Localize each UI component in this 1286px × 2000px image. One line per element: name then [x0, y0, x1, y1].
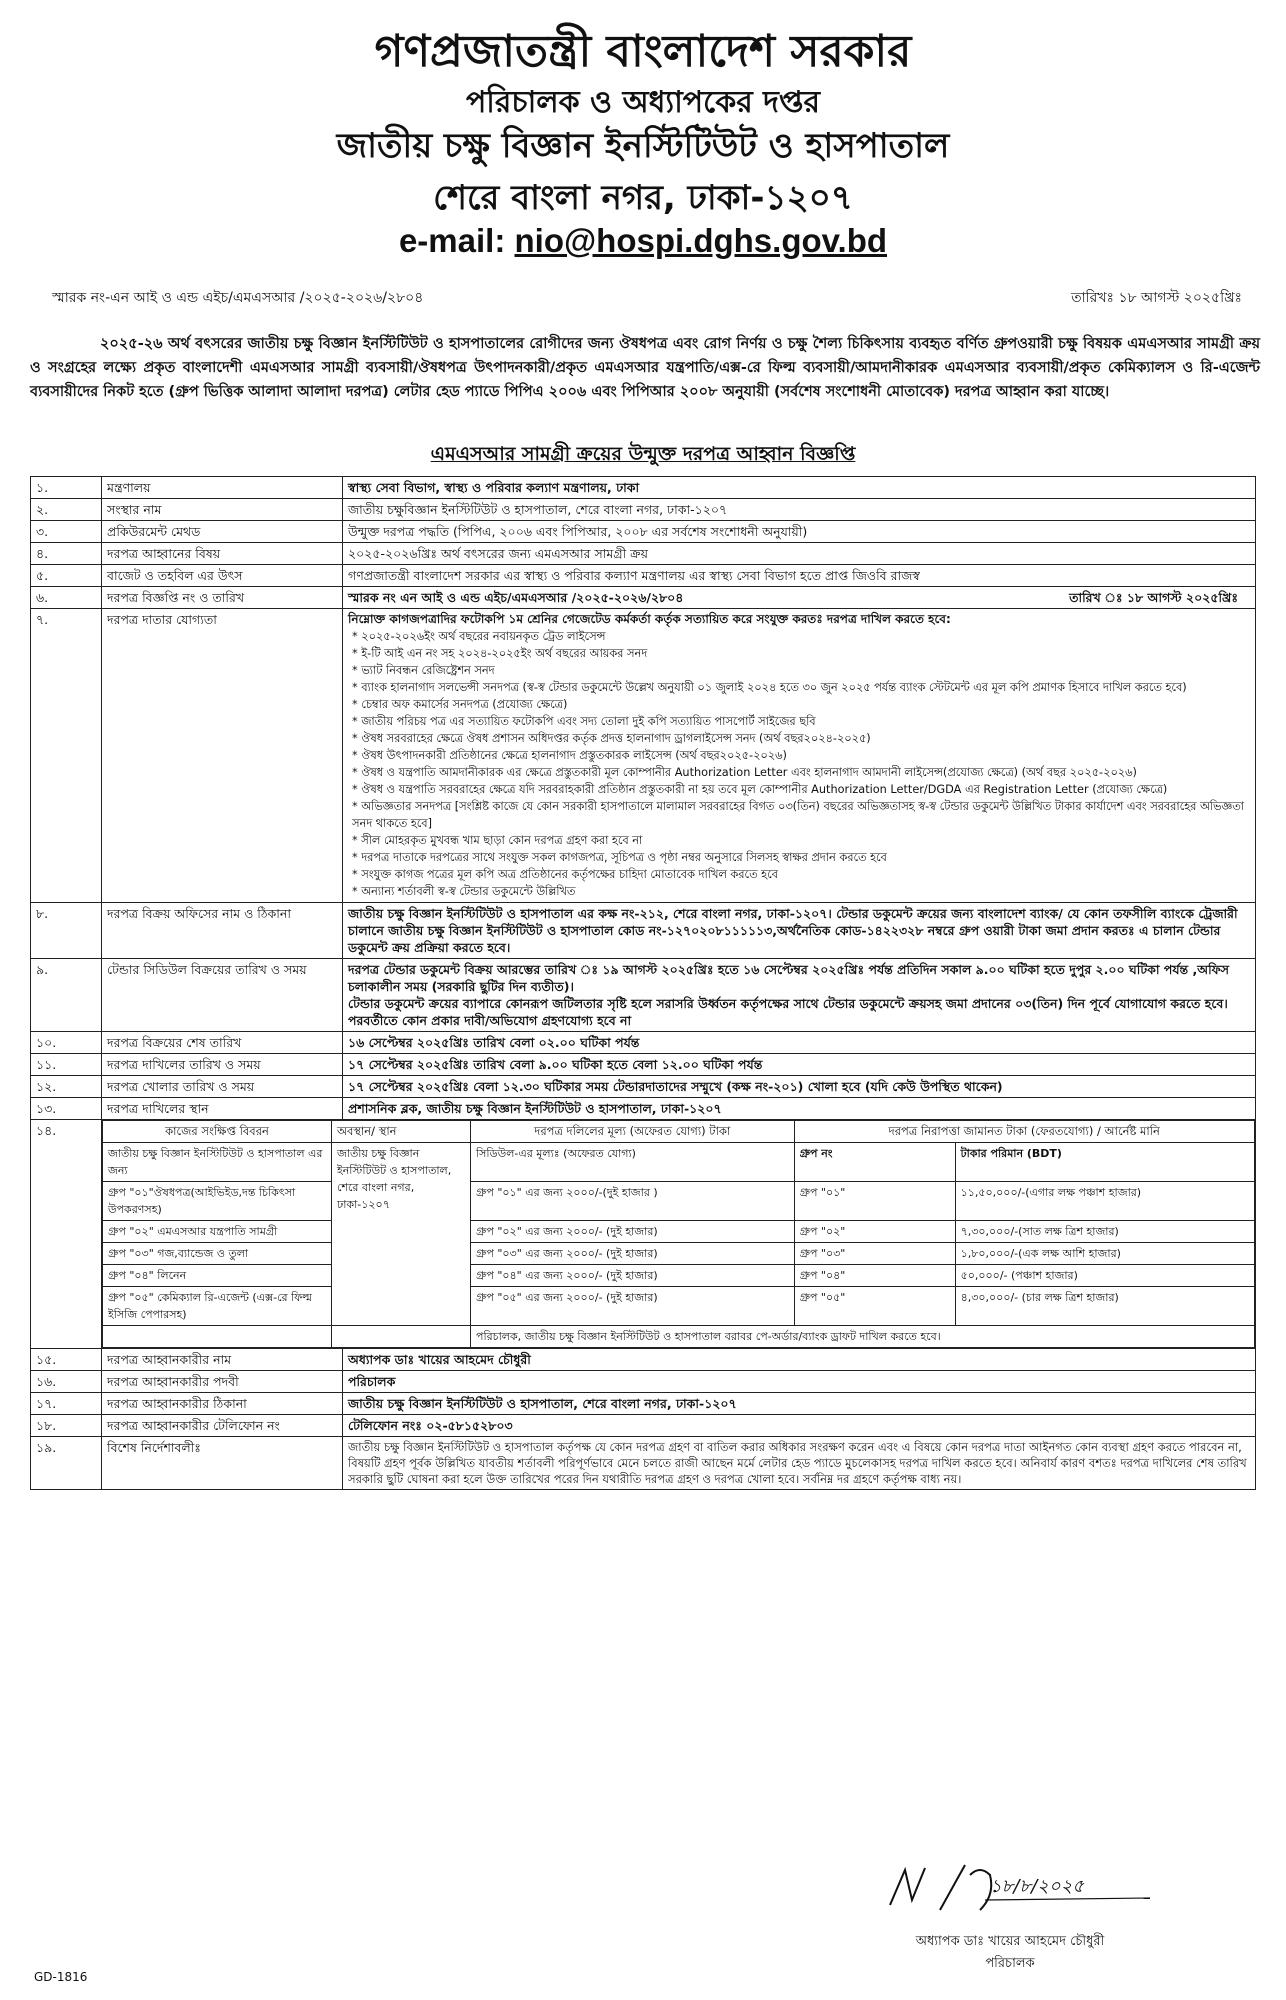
- row-label: দরপত্র বিক্রয়ের শেষ তারিখ: [102, 1032, 343, 1054]
- row-label: সংস্থার নাম: [102, 499, 343, 521]
- row-number: ৮.: [31, 903, 102, 959]
- work-header-row: [103, 1121, 1255, 1143]
- row-value: ১৭ সেপ্টেম্বর ২০২৫খ্রিঃ তারিখ বেলা ৯.০০ ঘটিকা হতে বেলা ১২.০০ ঘটিকা পর্যন্ত: [343, 1054, 1256, 1076]
- group-amount: ৭,৩০,০০০/-(সাত লক্ষ ত্রিশ হাজার): [955, 1221, 1254, 1243]
- security-header: দরপত্র নিরাপত্তা জামানত টাকা (ফেরতযোগ্য) / আর্নেষ্ট মানি: [794, 1121, 1254, 1143]
- office-title: পরিচালক ও অধ্যাপকের দপ্তর: [465, 85, 821, 120]
- work-desc-intro: জাতীয় চক্ষু বিজ্ঞান ইনস্টিটিউট ও হাসপাতাল এর জন্য: [103, 1143, 332, 1182]
- row-number: ১.: [31, 477, 102, 499]
- group-desc: গ্রুপ "০২" এমএসআর যন্ত্রপাতি সামগ্রী: [103, 1221, 332, 1243]
- group-amount: ১,৮০,০০০/-(এক লক্ষ আশি হাজার): [955, 1243, 1254, 1265]
- list-item: * ঔষধ ও যন্ত্রপাতি সরবরাহের ক্ষেত্রে যদি সরবরাহকারী প্রতিষ্ঠান প্রস্তুতকারী না হয় তবে মূল কোম্পানীর Authorization Letter/DGDA এর Registration Letter (প্রযোজ্য ক্ষেত্রে): [352, 783, 1168, 796]
- work-summary-cell: [102, 1120, 1256, 1349]
- row-label: দরপত্র বিজ্ঞপ্তি নং ও তারিখ: [102, 587, 343, 609]
- row-label: টেন্ডার সিডিউল বিক্রয়ের তারিখ ও সময়: [102, 959, 343, 1032]
- table-row: [31, 609, 1256, 903]
- row-number: ৯.: [31, 959, 102, 1032]
- row-number: ১৭.: [31, 1393, 102, 1415]
- group-number: গ্রুপ "০৩": [794, 1243, 955, 1265]
- list-item: * সীল মোহরকৃত মুখবন্ধ খাম ছাড়া কোন দরপত্র গ্রহণ করা হবে না: [352, 834, 643, 847]
- signatory-designation: পরিচালক: [985, 1956, 1035, 1971]
- institute-title: জাতীয় চক্ষু বিজ্ঞান ইনস্টিটিউট ও হাসপাতাল: [336, 126, 950, 166]
- table-row: [103, 1221, 1255, 1243]
- group-desc: গ্রুপ "০৪" লিনেন: [103, 1265, 332, 1287]
- row-value: জাতীয় চক্ষু বিজ্ঞান ইনস্টিটিউট ও হাসপাতাল, শেরে বাংলা নগর, ঢাকা-১২০৭: [343, 1393, 1256, 1415]
- row-number: ১৩.: [31, 1098, 102, 1120]
- table-row: [103, 1182, 1255, 1221]
- document-code: GD-1816: [34, 1970, 88, 1984]
- list-item: * সংযুক্ত কাগজ পত্রের মূল কপি অত্র প্রতিষ্ঠানের কর্তৃপক্ষের চাহিদা মোতাবেক দাখিল করতে হবে: [352, 868, 778, 881]
- table-row: [31, 1349, 1256, 1371]
- table-row: [31, 903, 1256, 959]
- table-row: [31, 477, 1256, 499]
- row-value: জাতীয় চক্ষুবিজ্ঞান ইনস্টিটিউট ও হাসপাতাল, শেরে বাংলা নগর, ঢাকা-১২০৭: [343, 499, 1256, 521]
- list-item: * ব্যাংক হালনাগাদ সলভেন্সী সনদপত্র (স্ব-স্ব টেন্ডার ডকুমেন্টে উল্লেখ অনুযায়ী ০১ জুলাই ২০২৪ হতে ৩০ জুন ২০২৫ পর্যন্ত ব্যাংক স্টেটমেন্ট এর মূল কপি প্রমাণক হিসাবে দাখিল করতে হবে): [352, 681, 1187, 694]
- table-row: [31, 1415, 1256, 1437]
- list-item: * ই-টি আই এন নং সহ ২০২৪-২০২৫ইং অর্থ বছরের আয়কর সনদ: [352, 647, 648, 660]
- row-number: ৩.: [31, 521, 102, 543]
- list-item: * চেম্বার অফ কমার্সের সনদপত্র (প্রযোজ্য ক্ষেত্রে): [352, 698, 568, 711]
- group-number: গ্রুপ "০৪": [794, 1265, 955, 1287]
- sale-note: টেন্ডার ডকুমেন্ট ক্রয়ের ব্যাপারে কোনরূপ জটিলতার সৃষ্টি হলে সরাসরি উর্ধ্বতন কর্তৃপক্ষের সাথে টেন্ডার ডকুমেন্টে ক্রয়সহ জমা প্রদানের ০৩(তিন) দিন পূর্বে যোগাযোগ করতে হবে। পরবর্তীতে কোন প্রকার দাবী/অভিযোগ গ্রহণযোগ্য হবে না: [348, 996, 1228, 1028]
- table-row: [31, 1032, 1256, 1054]
- row-label: মন্ত্রণালয়: [102, 477, 343, 499]
- notice-title: এমএসআর সামগ্রী ক্রয়ের উন্মুক্ত দরপত্র আহ্বান বিজ্ঞপ্তি: [430, 443, 856, 465]
- group-subheader: গ্রুপ নং: [794, 1143, 955, 1182]
- eligibility-intro: নিম্নোক্ত কাগজপত্রাদির ফটোকপি ১ম শ্রেনির গেজেটেড কর্মকর্তা কর্তৃক সত্যায়িত করে সংযুক্ত করতঃ দরপত্র দাখিল করতে হবে:: [348, 612, 951, 626]
- group-desc: গ্রুপ "০৫" কেমিক্যাল রি-এজেন্ট (এক্স-রে ফিল্ম ইসিজি পেপারসহ): [103, 1287, 332, 1326]
- table-row: [31, 1393, 1256, 1415]
- signature-scribble: [870, 1860, 1200, 1920]
- email-label: e-mail:: [398, 222, 506, 259]
- table-row: [31, 1437, 1256, 1490]
- row-number: ৪.: [31, 543, 102, 565]
- group-amount: ১১,৫০,০০০/-(এগার লক্ষ পঞ্চাশ হাজার): [955, 1182, 1254, 1221]
- row-number: ১৪.: [31, 1120, 102, 1349]
- row-value: উন্মুক্ত দরপত্র পদ্ধতি (পিপিএ, ২০০৬ এবং পিপিআর, ২০০৮ এর সর্বশেষ সংশোধনী অনুযায়ী): [343, 521, 1256, 543]
- row-label: বাজেট ও তহবিল এর উৎস: [102, 565, 343, 587]
- row-label: দরপত্র আহ্বানকারীর নাম: [102, 1349, 343, 1371]
- row-value: ১৭ সেপ্টেম্বর ২০২৫খ্রিঃ বেলা ১২.৩০ ঘটিকার সময় টেন্ডারদাতাদের সম্মুখে (কক্ষ নং-২০১) খোলা হবে (যদি কেউ উপস্থিত থাকেন): [343, 1076, 1256, 1098]
- row-value: অধ্যাপক ডাঃ খায়ের আহমেদ চৌধুরী: [343, 1349, 1256, 1371]
- location-header: অবস্থান/ স্থান: [332, 1121, 471, 1143]
- row-label: বিশেষ নির্দেশাবলীঃ: [102, 1437, 343, 1490]
- group-amount: ৪,৩০,০০০/- (চার লক্ষ ত্রিশ হাজার): [955, 1287, 1254, 1326]
- list-item: * ভ্যাট নিবন্ধন রেজিষ্ট্রেশন সনদ: [352, 664, 495, 677]
- group-price: গ্রুপ "০২" এর জন্য ২০০০/- (দুই হাজার): [471, 1221, 795, 1243]
- row-label: দরপত্র আহ্বানের বিষয়: [102, 543, 343, 565]
- table-row: [103, 1265, 1255, 1287]
- list-item: * ঔষধ সরবরাহের ক্ষেত্রে ঔষধ প্রশাসন অধিদপ্তর কর্তৃক প্রদত্ত হালনাগাদ ড্রাগলাইসেন্স সনদ (অর্থ বছর২০২৪-২০২৫): [352, 732, 871, 745]
- row-value: টেলিফোন নংঃ ০২-৫৮১৫২৮০৩: [343, 1415, 1256, 1437]
- list-item: * জাতীয় পরিচয় পত্র এর সত্যায়িত ফটোকপি এবং সদ্য তোলা দুই কপি সত্যায়িত পাসপোর্ট সাইজের ছবি: [352, 715, 816, 728]
- address-title: শেরে বাংলা নগর, ঢাকা-১২০৭: [433, 178, 853, 218]
- signature-date: ১৮/৮/২০২৫: [990, 1876, 1084, 1897]
- table-row: [31, 543, 1256, 565]
- table-row: [31, 1054, 1256, 1076]
- row-number: ১৬.: [31, 1371, 102, 1393]
- row-value: গণপ্রজাতন্ত্রী বাংলাদেশ সরকার এর স্বাস্থ্য ও পরিবার কল্যাণ মন্ত্রণালয় এর স্বাস্থ্য সেবা বিভাগ হতে প্রাপ্ত জিওবি রাজস্ব: [343, 565, 1256, 587]
- row-label: দরপত্র দাখিলের স্থান: [102, 1098, 343, 1120]
- row-value: [343, 587, 1256, 609]
- table-row: [31, 565, 1256, 587]
- row-number: ৭.: [31, 609, 102, 903]
- group-amount: ৫০,০০০/- (পঞ্চাশ হাজার): [955, 1265, 1254, 1287]
- payment-note: পরিচালক, জাতীয় চক্ষু বিজ্ঞান ইনস্টিটিউট ও হাসপাতাল বরাবর পে-অর্ডার/ব্যাংক ড্রাফট দাখিল করতে হবে।: [471, 1326, 1255, 1348]
- email-link[interactable]: nio@hospi.dghs.gov.bd: [514, 222, 888, 259]
- table-row: [31, 521, 1256, 543]
- row-value: [343, 959, 1256, 1032]
- group-number: গ্রুপ "০১": [794, 1182, 955, 1221]
- list-item: * অভিজ্ঞতার সনদপত্র [সংশ্লিষ্ট কাজে যে কোন সরকারী হাসপাতালে মালামাল সরবরাহের বিগত ০৩(তিন) বছরের অভিজ্ঞতাসহ স্ব-স্ব টেন্ডার ডকুমেন্ট উল্লিখিত টাকার কার্যাদেশ এবং সরবরাহের অভিজ্ঞতা সনদ থাকতে হবে]: [352, 800, 1244, 830]
- amount-subheader: টাকার পরিমান (BDT): [955, 1143, 1254, 1182]
- table-row: [31, 1371, 1256, 1393]
- list-item: * অন্যান্য শর্তাবলী স্ব-স্ব টেন্ডার ডকুমেন্টে উল্লিখিত: [352, 885, 576, 898]
- row-number: ১৫.: [31, 1349, 102, 1371]
- row-value: ২০২৫-২০২৬খ্রিঃ অর্থ বৎসরের জন্য এমএসআর সামগ্রী ক্রয়: [343, 543, 1256, 565]
- row-value: প্রশাসনিক ব্লক, জাতীয় চক্ষু বিজ্ঞান ইনস্টিটিউট ও হাসপাতাল, ঢাকা-১২০৭: [343, 1098, 1256, 1120]
- memo-ref: স্মারক নং-এন আই ও এন্ড এইচ/এমএসআর /২০২৫-২০২৬/২৮০৪: [52, 290, 424, 306]
- group-price: গ্রুপ "০১" এর জন্য ২০০০/-(দুই হাজার ): [471, 1182, 795, 1221]
- row-number: ২.: [31, 499, 102, 521]
- row-number: ১০.: [31, 1032, 102, 1054]
- signature: [870, 1860, 1200, 1920]
- row-number: ১৯.: [31, 1437, 102, 1490]
- row-value: পরিচালক: [343, 1371, 1256, 1393]
- group-number: গ্রুপ "০৫": [794, 1287, 955, 1326]
- row-label: দরপত্র আহ্বানকারীর ঠিকানা: [102, 1393, 343, 1415]
- table-row: [31, 1076, 1256, 1098]
- table-row: [31, 499, 1256, 521]
- sale-period: দরপত্র টেন্ডার ডকুমেন্ট বিক্রয় আরম্ভের তারিখ ঃ ১৯ আগস্ট ২০২৫খ্রিঃ হতে ১৬ সেপ্টেম্বর ২০২৫খ্রিঃ পর্যন্ত প্রতিদিন সকাল ৯.০০ ঘটিকা হতে দুপুর ২.০০ ঘটিকা পর্যন্ত ,অফিস চলাকালীন সময় (সরকারি ছুটির দিন ব্যতীত)।: [348, 962, 1230, 994]
- list-item: * ২০২৫-২০২৬ইং অর্থ বছরের নবায়নকৃত ট্রেড লাইসেন্স: [352, 630, 606, 643]
- group-desc: গ্রুপ "০৩" গজ,ব্যান্ডেজ ও তুলা: [103, 1243, 332, 1265]
- work-note-spacer: [332, 1326, 471, 1348]
- table-row: [31, 1120, 1256, 1349]
- memo-line: [52, 286, 1242, 310]
- notice-ref: স্মারক নং এন আই ও এন্ড এইচ/এমএসআর /২০২৫-২০২৬/২৮০৪: [348, 590, 684, 605]
- group-price: গ্রুপ "০৩" এর জন্য ২০০০/- (দুই হাজার): [471, 1243, 795, 1265]
- row-value: জাতীয় চক্ষু বিজ্ঞান ইনস্টিটিউট ও হাসপাতাল কর্তৃপক্ষ যে কোন দরপত্র গ্রহণ বা বাতিল করার অধিকার সংরক্ষণ করেন এবং এ বিষয়ে কোন দরপত্র দাতা আইনগত কোন ব্যবস্থা গ্রহণ করতে পারবেন না, বিষয়টি গ্রহণ পূর্বক উল্লিখিত যাবতীয় শর্তাবলী পরিপূর্ণভাবে মেনে চলতে রাজী আছেন মর্মে লেটার হেড প্যাডে মুচলেকাসহ দরপত্র দাখিল করতে হবে। অনিবার্য কারণ বশতঃ দরপত্র দাখিলের শেষ তারিখ সরকারি ছুটি ঘোষনা করা হলে উক্ত তারিখের পরের দিন যথারীতি দরপত্র গ্রহণ ও দরপত্র খোলা হবে। সর্বনিম্ন দর গ্রহণে কর্তৃপক্ষ বাধ্য নয়।: [343, 1437, 1256, 1490]
- row-number: ৬.: [31, 587, 102, 609]
- row-number: ১৮.: [31, 1415, 102, 1437]
- list-item: * দরপত্র দাতাকে দরপত্রের সাথে সংযুক্ত সকল কাগজপত্র, সূচিপত্র ও পৃষ্ঠা নম্বর অনুসারে সিলসহ স্বাক্ষর প্রদান করতে হবে: [352, 851, 887, 864]
- row-label: দরপত্র আহ্বানকারীর টেলিফোন নং: [102, 1415, 343, 1437]
- work-note-row: [103, 1326, 1255, 1348]
- row-label: দরপত্র বিক্রয় অফিসের নাম ও ঠিকানা: [102, 903, 343, 959]
- row-label: দরপত্র আহ্বানকারীর পদবী: [102, 1371, 343, 1393]
- table-row: [31, 587, 1256, 609]
- price-subheader: সিডিউল-এর মূল্যঃ (অফেরত যোগ্য): [471, 1143, 795, 1182]
- row-label: দরপত্র খোলার তারিখ ও সময়: [102, 1076, 343, 1098]
- row-label: প্রকিউরমেন্ট মেথড: [102, 521, 343, 543]
- row-value: ১৬ সেপ্টেম্বর ২০২৫খ্রিঃ তারিখ বেলা ০২.০০ ঘটিকা পর্যন্ত: [343, 1032, 1256, 1054]
- signatory-name: অধ্যাপক ডাঃ খায়ের আহমেদ চৌধুরী: [915, 1934, 1105, 1949]
- work-subhead-row: [103, 1143, 1255, 1182]
- table-row: [31, 1098, 1256, 1120]
- row-value: জাতীয় চক্ষু বিজ্ঞান ইনস্টিটিউট ও হাসপাতাল এর কক্ষ নং-২১২, শেরে বাংলা নগর, ঢাকা-১২০৭। টেন্ডার ডকুমেন্ট ক্রয়ের জন্য বাংলাদেশ ব্যাংক/ যে কোন তফসীলি ব্যাংকে ট্রেজারী চালানে জাতীয় চক্ষু বিজ্ঞান ইনস্টিটিউট ও হাসপাতাল কোড নং-১২৭০২০৮১১১১১৩,অর্থনৈতিক কোড-১৪২২৩২৮ নম্বরে গ্রুপ ওয়ারী টাকা জমা প্রদান করতঃ এ চালান টেন্ডার ডকুমেন্ট ক্রয় প্রক্রিয়া করতে হবে।: [343, 903, 1256, 959]
- gov-title: গণপ্রজাতন্ত্রী বাংলাদেশ সরকার: [374, 26, 912, 77]
- row-number: ১১.: [31, 1054, 102, 1076]
- group-number: গ্রুপ "০২": [794, 1221, 955, 1243]
- tender-table: [30, 476, 1256, 1490]
- work-note-spacer: [103, 1326, 332, 1348]
- list-item: * ঔষধ ও যন্ত্রপাতি আমদানীকারক এর ক্ষেত্রে প্রস্তুতকারী মূল কোম্পানীর Authorization Letter এবং হালনাগাদ আমদানী লাইসেন্স(প্রযোজ্য ক্ষেত্রে) (অর্থ বছর ২০২৫-২০২৬): [352, 766, 1137, 779]
- table-row: [103, 1243, 1255, 1265]
- list-item: * ঔষধ উৎপাদনকারী প্রতিষ্ঠানের ক্ষেত্রে হালনাগাদ প্রস্তুতকারক লাইসেন্স (অর্থ বছর২০২৫-২০২৬): [352, 749, 787, 762]
- row-label: দরপত্র দাখিলের তারিখ ও সময়: [102, 1054, 343, 1076]
- notice-date: তারিখ ঃ ১৮ আগস্ট ২০২৫খ্রিঃ: [1069, 590, 1238, 605]
- work-summary-table: [102, 1120, 1255, 1348]
- memo-date: তারিখঃ ১৮ আগস্ট ২০২৫খ্রিঃ: [1071, 290, 1242, 306]
- price-header: দরপত্র দলিলের মূল্য (অফেরত যোগ্য) টাকা: [471, 1121, 795, 1143]
- row-number: ১২.: [31, 1076, 102, 1098]
- row-number: ৫.: [31, 565, 102, 587]
- row-value: স্বাস্থ্য সেবা বিভাগ, স্বাস্থ্য ও পরিবার কল্যাণ মন্ত্রণালয়, ঢাকা: [343, 477, 1256, 499]
- table-row: [103, 1287, 1255, 1326]
- group-desc: গ্রুপ "০১"ঔষধপত্র(আইভিইড,দন্ত চিকিৎসা উপকরণসহ): [103, 1182, 332, 1221]
- work-desc-header: কাজের সংক্ষিপ্ত বিবরন: [103, 1121, 332, 1143]
- row-label: দরপত্র দাতার যোগ্যতা: [102, 609, 343, 903]
- work-location: জাতীয় চক্ষু বিজ্ঞান ইনস্টিটিউট ও হাসপাতাল, শেরে বাংলা নগর, ঢাকা-১২০৭: [332, 1143, 471, 1326]
- group-price: গ্রুপ "০৫" এর জন্য ২০০০/- (দুই হাজার): [471, 1287, 795, 1326]
- group-price: গ্রুপ "০৪" এর জন্য ২০০০/- (দুই হাজার): [471, 1265, 795, 1287]
- intro-paragraph: ২০২৫-২৬ অর্থ বৎসরের জাতীয় চক্ষু বিজ্ঞান ইনস্টিটিউট ও হাসপাতালের রোগীদের জন্য ঔষধপত্র এবং রোগ নির্ণয় ও চক্ষু শৈল্য চিকিৎসায় ব্যবহৃত বর্ণিত গ্রুপওয়ারী চক্ষু বিষয়ক এমএসআর সামগ্রী ক্রয় ও সংগ্রহের লক্ষ্যে প্রকৃত বাংলাদেশী এমএসআর সামগ্রী ব্যবসায়ী/ঔষধপত্র উৎপাদনকারী/প্রকৃত এমএসআর যন্ত্রপাতি/এক্স-রে ফিল্ম ব্যবসায়ী/আমদানীকারক এমএসআর ব্যবসায়ী/প্রকৃত কেমিক্যালস ও রি-এজেন্ট ব্যবসায়ীদের নিকট হতে (গ্রুপ ভিত্তিক আলাদা আলাদা দরপত্র) লেটার হেড প্যাডে পিপিএ ২০০৬ এবং পিপিআর ২০০৮ অনুযায়ী (সর্বশেষ সংশোধনী মোতাবেক) দরপত্র আহ্বান করা যাচ্ছে।: [30, 336, 1260, 400]
- table-row: [31, 959, 1256, 1032]
- eligibility-list: [343, 609, 1256, 903]
- email-line: [0, 222, 1286, 260]
